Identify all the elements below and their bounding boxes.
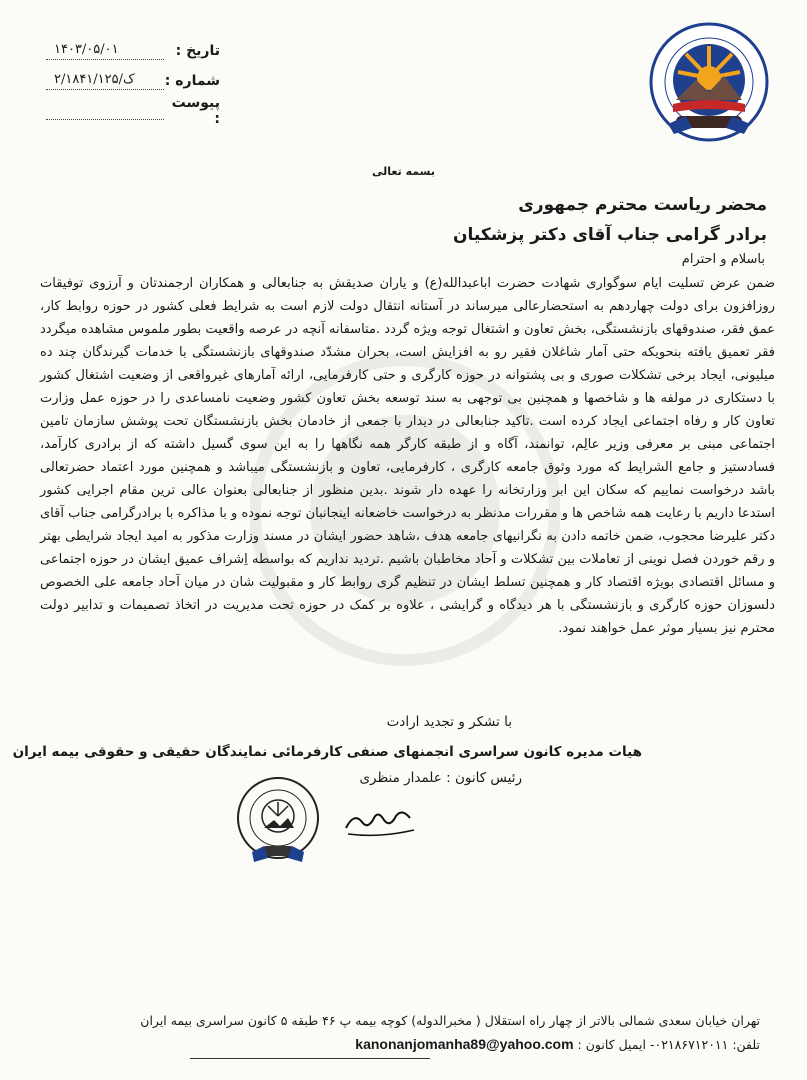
number-value: ۲/۱۸۴۱/۱۲۵/ک [54,71,135,87]
date-row [40,36,220,66]
date-value: ۱۴۰۳/۰۵/۰۱ [54,41,119,57]
attachment-label: پیوست : [171,95,220,127]
addressee [453,190,767,250]
date-label: تاریخ : [175,43,220,59]
number-row [40,66,220,96]
letter-meta [40,36,220,126]
letter-body: ضمن عرض تسلیت ایام سوگواری شهادت حضرت اباعبدالله(ع) و یاران صدیقش به جنابعالی و همکاران ارجمندتان و آرزوی توفیقات روزافزون برای دولت چهاردهم به استحضارعالی میرساند در آستانه انتقال دولت لازم است به شرایط فعلی کشور در حوزه روابط کار، عمق فقر، صندوقهای بازنشستگی، بخش تعاون و اشتغال توجه ویژه گردد .متاسفانه آنچه در عرصه واقعیت بطور ملموس مشاهده میگردد فقر تعمیق یافته بنحویکه حتی آمار شاغلان فقیر رو به افزایش است، بحران مشدّد صندوقهای بازنشستگی با خدمات گیرندگان چند ده میلیونی، ایجاد برخی تشکلات صوری و بی پشتوانه در حوزه کارگری و حتی کارفرمایی، ارائه آمارهای غیرواقعی از وضعیت اشتغال کشور با دستکاری در مولفه ها و شاخصها و همچنین بی توجهی به سند توسعه بخش تعاون کشور وضعیت نامساعدی را در حوزه عمل وزارت تعاون کار و رفاه اجتماعی ایجاد کرده است .تاکید جنابعالی در دیدار با جمعی از خادمان بخش بازنشستگان تحت پوشش سازمان تامین اجتماعی مبنی بر معرفی وزیر عالِم، توانمند، آگاه و از طبقه کارگر همه نگاهها را به این سوی گسیل داشته که از برادری کارآمد، فسادستیز و جامع الشرایط که مورد وثوق جامعه کارگری ، کارفرمایی، تعاون و بازنشستگی میباشد و همچنین مورد اعتماد حضرتعالی باشد درخواست نماییم که سکان این ابر وزارتخانه را عهده دار شوند .بدین منظور از جنابعالی بعنوان عالی ترین مقام اجرایی کشور استدعا داریم با رعایت همه شاخص ها و مقررات مدنظر به درخواست خاضعانه اینجانبان توجه نموده و با مذاکره با برادرگرامی جناب آقای دکتر علیرضا محجوب، ضمن خاتمه دادن به نگرانیهای جامعه هدف ،شاهد حضور ایشان در مسند وزارت مذکور به امید ایجاد شرایطی بهتر و رقم خوردن فصل نوینی از تعاملات بین تشکلات و آحاد مخاطبان باشیم .تردید نداریم که بواسطه اِشراف عمیق ایشان در حوزه اجتماعی و مسائل اقتصادی بویژه اقتصاد کار و همچنین تسلط ایشان در تنظیم گری روابط کار و مقبولیت شان در میان آحاد جامعه علی الخصوص دلسوزان حوزه کارگری و بازنشستگی با هر دیدگاه و گرایشی ، علاوه بر کمک در حوزه تحت مدیریت در اتخاذ تصمیمات و تدابیر دولت محترم نیز بسیار موثر عمل خواهند نمود. [40,276,775,636]
number-label: شماره : [164,73,220,89]
footer-address: تهران خیابان سعدی شمالی بالاتر از چهار راه استقلال ( مخبرالدوله) کوچه بیمه پ ۴۶ طبقه ۵ کانون سراسری بیمه ایران [140,1013,760,1028]
greeting: باسلام و احترام [681,252,765,267]
signature-icon [340,798,420,842]
footer-phone: تلفن: ۰۲۱۸۶۷۱۲۰۱۱- [649,1037,760,1052]
footer-email[interactable]: kanonanjomanha89@yahoo.com [355,1036,574,1052]
closing: با تشکر و تجدید ارادت [386,714,512,730]
addressee-line-1: محضر ریاست محترم جمهوری [518,195,767,215]
footer-contact [0,1036,760,1052]
footer-divider [190,1058,430,1059]
bismillah: بسمه تعالی [372,165,435,178]
chair-name: رئیس کانون : علمدار منظری [359,770,522,786]
organization-logo-icon [646,20,772,150]
addressee-line-2: برادر گرامی جناب آقای دکتر پزشکیان [452,225,767,245]
stamp-icon [232,772,324,870]
attachment-row [40,96,220,126]
signatory: هیات مدیره کانون سراسری انجمنهای صنفی کارفرمائی نمایندگان حقیقی و حقوقی بیمه ایران [12,744,642,760]
footer-email-label: ایمیل کانون : [577,1037,646,1052]
